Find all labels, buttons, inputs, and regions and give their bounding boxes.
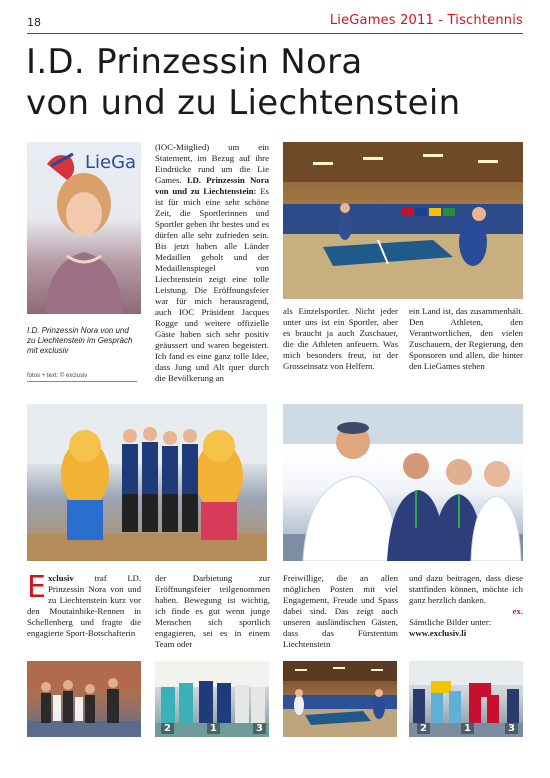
mascots-illustration [27, 404, 267, 561]
photo-podium-1 [155, 661, 269, 737]
bottom-column-2 [155, 573, 270, 650]
photo-princess-nora [27, 142, 141, 314]
podium2-place-right: 3 [505, 723, 518, 734]
col3-text: ein Land ist, das zusammenhält. Den Athleten, den Verantwortlichen, den vielen Zuschauern, der Regierung, den Sponsoren und allen, die hinter den LieGames stehen [409, 306, 523, 371]
title-line-1: I.D. Prinzessin Nora [26, 42, 363, 82]
podium1-place-center: 1 [207, 723, 220, 734]
podium2-place-center: 1 [461, 723, 474, 734]
bottom-col4-text: und dazu beitragen, dass diese stattfinden können, möchte ich ganz herzlich danken. [409, 573, 523, 605]
article-column-1 [155, 142, 269, 384]
match-illustration [283, 142, 523, 299]
page-number: 18 [27, 16, 41, 29]
drop-cap: E [27, 570, 46, 605]
col2-text: als Einzelsportler. Nicht jeder unter uns ist ein Sportler, aber es braucht ja auch Zuschauer, die die Athleten anfeuern. Was mich besonders freut, ist der Grosseinsatz von Helfern. [283, 306, 398, 371]
lead-bold: xclusiv [47, 573, 74, 583]
photo-mascots-podium [27, 404, 267, 561]
bottom-column-3 [283, 573, 398, 650]
author-signature: ex. [512, 606, 523, 616]
portrait-illustration [27, 142, 141, 314]
podium1-place-right: 3 [253, 723, 266, 734]
bottom-column-4 [409, 573, 523, 639]
bottom-col3-text: Freiwillige, die an allen möglichen Posten mit viel Engagement, Freude und Spass dabei sind. Das zeigt auch unseren ausländischen Gästen, dass das Fürstentum Liechtenstein [283, 573, 398, 649]
photo-table-tennis-doubles [283, 661, 397, 737]
photos-link[interactable]: www.exclusiv.li [409, 628, 467, 638]
photo-costume-group [27, 661, 141, 737]
backdrop-logo-text: LieGa [85, 152, 137, 173]
article-column-3 [409, 306, 523, 372]
podium1-place-left: 2 [161, 723, 174, 734]
title-line-2: von und zu Liechtenstein [26, 83, 461, 123]
photo-table-tennis-match [283, 142, 523, 299]
bottom-col1-text: traf I.D. Prinzessin Nora von und zu Liechtenstein kurz vor den Moutainbike-Rennen in Schellenberg und fragte die engagierte Sport-Botschafterin [27, 573, 142, 638]
photos-label: Sämtliche Bilder unter: [409, 617, 492, 627]
photo-podium-2 [409, 661, 523, 737]
photo-credit: fotos + text: © exclusiv [27, 373, 137, 382]
article-column-2 [283, 306, 398, 372]
doubles-illustration [283, 661, 397, 737]
photo-volunteers-group [283, 404, 523, 561]
speaker-name: I.D. Prinzessin Nora von und zu Liechtenstein: [155, 175, 270, 196]
section-title: LieGames 2011 - Tischtennis [329, 13, 523, 28]
bottom-col2-text: der Darbietung zur Eröffnungsfeier teilgenommen haben. Bewegung ist wichtig, ich finde es gut wenn junge Menschen sich sportlich engagieren, sei es in einem Team oder [155, 573, 270, 649]
podium2-place-left: 2 [417, 723, 430, 734]
header-rule [27, 33, 523, 34]
volunteers-illustration [283, 404, 523, 561]
col1-intro: (IOC-Mitglied) um ein Statement, im Bezug auf ihre Eindrücke rund um die Lie Games. [155, 142, 269, 185]
article-title [26, 42, 536, 124]
col1-quote: Es ist für mich eine sehr schöne Zeit, die Sportlerinnen und Sportler geben ihr bestes und es dürfen alle sehr zufrieden sein. Bis jetzt haben alle Länder Medaillen geholt und der Medaillenspiegel von Liechtenstein zeigt eine tolle Leistung. Die Eröffnungsfeier war für mich herausragend, auch IOC Präsident Jacques Rogge und weitere offizielle Gäste haben sich sehr positiv geäussert und waren begeistert. Ich fand es eine ganz tolle Idee, dass Jung und Alt quer durch die Bevölkerung an [155, 186, 269, 383]
photo-caption: I.D. Prinzessin Nora von und zu Liechtenstein im Gespräch mit exclusiv [27, 326, 133, 355]
costume-illustration [27, 661, 141, 737]
bottom-column-1 [27, 570, 142, 639]
